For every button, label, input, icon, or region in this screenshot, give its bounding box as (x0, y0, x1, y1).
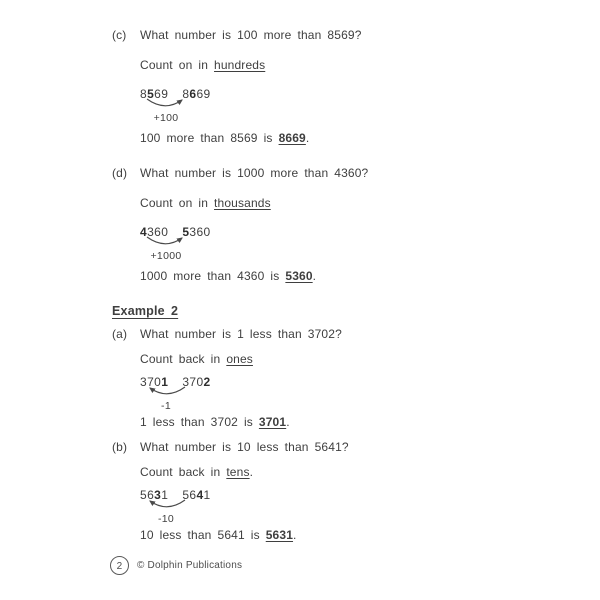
page-number-badge: 2 (110, 556, 129, 575)
answer-prefix: 100 more than 8569 is (140, 131, 279, 145)
answer-line (140, 416, 472, 429)
method-suffix: . (249, 465, 254, 479)
answer-value: 5631 (265, 528, 294, 542)
answer-prefix: 10 less than 5641 is (140, 528, 266, 542)
digits: 69 (196, 87, 211, 101)
item-label: (b) (112, 440, 128, 454)
changed-digit: 4 (140, 225, 148, 239)
exercise-item-b (112, 441, 472, 542)
question-line (112, 167, 472, 180)
page-content (112, 29, 472, 554)
method-prefix: Count on in (140, 196, 215, 210)
method-keyword: thousands (214, 196, 271, 210)
method-line (140, 59, 472, 72)
digits: 8 (140, 87, 148, 101)
exercise-item-a (112, 328, 472, 429)
question-line (112, 328, 472, 341)
item-label: (a) (112, 327, 128, 341)
answer-value: 8669 (278, 131, 306, 145)
digits: 360 (189, 225, 211, 239)
changed-digit: 3 (154, 488, 162, 502)
digits: 56 (140, 488, 155, 502)
changed-digit: 4 (196, 488, 204, 502)
question-text: What number is 1000 more than 4360? (140, 166, 369, 180)
answer-line (140, 270, 472, 283)
method-keyword: hundreds (214, 58, 266, 72)
answer-suffix: . (293, 528, 297, 542)
method-line (140, 197, 472, 210)
count-diagram (140, 376, 472, 416)
answer-value: 5360 (285, 269, 313, 283)
count-back-arrow-icon (144, 385, 188, 401)
answer-line (140, 132, 472, 145)
jump-amount: -1 (161, 400, 171, 412)
answer-suffix: . (305, 131, 310, 145)
answer-prefix: 1000 more than 4360 is (140, 269, 286, 283)
item-label: (c) (112, 28, 127, 42)
count-diagram (140, 88, 472, 132)
digits: 370 (182, 375, 204, 389)
question-line (112, 29, 472, 42)
answer-suffix: . (286, 415, 290, 429)
digits: 1 (161, 488, 169, 502)
jump-amount: -10 (157, 513, 175, 525)
count-forward-arrow-icon (144, 97, 188, 113)
question-text: What number is 100 more than 8569? (140, 28, 362, 42)
changed-digit: 5 (182, 225, 190, 239)
answer-prefix: 1 less than 3702 is (140, 415, 259, 429)
count-back-arrow-icon (144, 498, 188, 514)
exercise-item-c (112, 29, 472, 145)
jump-amount: +100 (153, 112, 179, 124)
count-diagram (140, 226, 472, 270)
method-line (140, 353, 472, 366)
method-keyword: tens (226, 465, 250, 479)
answer-line (140, 529, 472, 542)
method-keyword: ones (226, 352, 253, 366)
question-text: What number is 10 less than 5641? (140, 440, 349, 454)
digits: 360 (147, 225, 169, 239)
digits: 69 (154, 87, 169, 101)
digits: 370 (140, 375, 162, 389)
count-diagram (140, 489, 472, 529)
digits: 1 (203, 488, 211, 502)
example-heading: Example 2 (112, 304, 179, 318)
page-footer (110, 556, 242, 575)
publisher-credit: © Dolphin Publications (137, 560, 243, 571)
exercise-item-d (112, 167, 472, 283)
answer-suffix: . (312, 269, 317, 283)
digits: 56 (182, 488, 197, 502)
method-prefix: Count back in (140, 352, 227, 366)
jump-amount: +1000 (150, 250, 182, 262)
changed-digit: 2 (203, 375, 211, 389)
changed-digit: 5 (147, 87, 155, 101)
item-label: (d) (112, 166, 128, 180)
question-text: What number is 1 less than 3702? (140, 327, 342, 341)
question-line (112, 441, 472, 454)
digits: 8 (182, 87, 190, 101)
count-forward-arrow-icon (144, 235, 188, 251)
method-line (140, 466, 472, 479)
method-prefix: Count on in (140, 58, 215, 72)
method-prefix: Count back in (140, 465, 227, 479)
changed-digit: 1 (161, 375, 169, 389)
changed-digit: 6 (189, 87, 197, 101)
answer-value: 3701 (258, 415, 287, 429)
